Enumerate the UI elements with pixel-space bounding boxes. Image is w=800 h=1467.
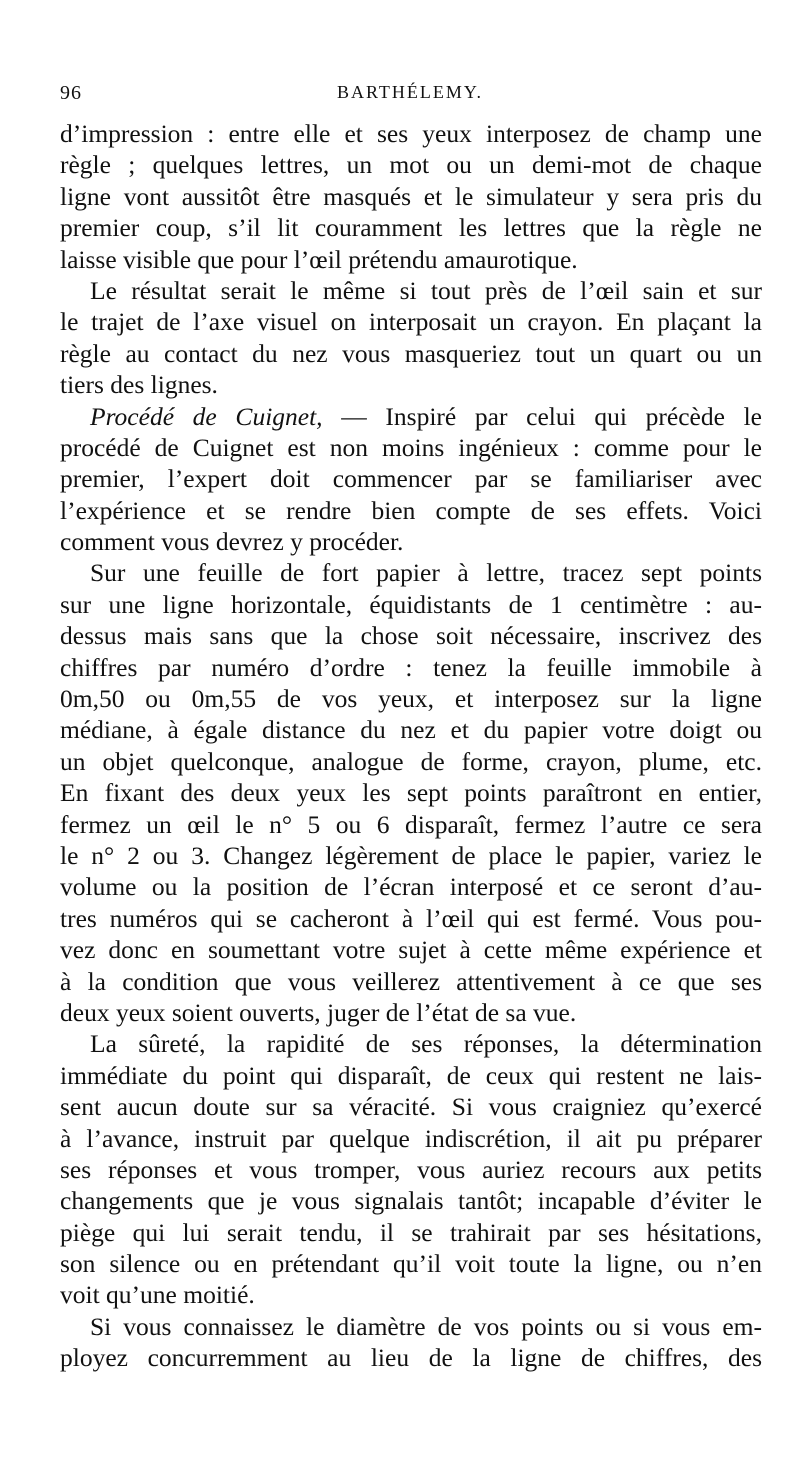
text-line: tiers des lignes. [60,370,218,400]
text-line: règle au contact du nez vous masqueriez tout un quart ou un [60,338,762,368]
text-line: premier coup, s’il lit couramment les lettres que la règle ne [60,213,762,243]
section-title: Procédé de Cuignet, [90,401,323,431]
text-line [60,401,762,432]
text-line: Si vous connaissez le diamètre de vos points ou si vous em- [90,1311,762,1341]
text-line: Le résultat serait le même si tout près de l’œil sain et sur [90,275,762,305]
text-line: Sur une feuille de fort papier à lettre, tracez sept points [90,558,762,588]
text-line: à l’avance, instruit par quelque indiscrétion, il ait pu préparer [60,1123,762,1153]
text-line: son silence ou en prétendant qu’il voit toute la ligne, ou n’en [60,1249,762,1279]
body-text [60,118,762,1374]
text-line: le n° 2 ou 3. Changez légèrement de place le papier, variez le [60,840,762,870]
running-head: BARTHÉLEMY. [336,82,484,102]
text-line: dessus mais sans que la chose soit nécessaire, inscrivez des [60,621,762,651]
text-line: deux yeux soient ouverts, juger de l’état de sa vue. [60,997,577,1027]
text-line: immédiate du point qui disparaît, de ceux qui restent ne lais- [60,1060,762,1090]
text-line: vez donc en soumettant votre sujet à cette même expérience et [60,935,762,965]
text-line: comment vous devrez y procéder. [60,527,404,557]
text-line: médiane, à égale distance du nez et du papier votre doigt ou [60,715,762,745]
text-line: procédé de Cuignet est non moins ingénieux : comme pour le [60,432,762,462]
text-line: voit qu’une moitié. [60,1280,255,1310]
text-line: 0m,50 ou 0m,55 de vos yeux, et interposez sur la ligne [60,684,762,714]
page-header [60,82,760,112]
text-line: à la condition que vous veillerez attentivement à ce que ses [60,966,762,996]
text-line: changements que je vous signalais tantôt; incapable d’éviter le [60,1186,762,1216]
text-line: tres numéros qui se cacheront à l’œil qui est fermé. Vous pou- [60,903,762,933]
text-line: le trajet de l’axe visuel on interposait un crayon. En plaçant la [60,307,762,337]
text-line: fermez un œil le n° 5 ou 6 disparaît, fermez l’autre ce sera [60,809,762,839]
text-line: ployez concurremment au lieu de la ligne de chiffres, des [60,1343,762,1373]
text-line: sent aucun doute sur sa véracité. Si vous craigniez qu’exercé [60,1092,762,1122]
text-line: volume ou la position de l’écran interposé et ce seront d’au- [60,872,762,902]
text-line: règle ; quelques lettres, un mot ou un demi-mot de chaque [60,150,762,180]
text-line: l’expérience et se rendre bien compte de ses effets. Voici [60,495,762,525]
text-line: d’impression : entre elle et ses yeux interposez de champ une [60,119,762,148]
page-number: 96 [60,82,82,104]
text-line: La sûreté, la rapidité de ses réponses, la détermination [90,1029,762,1059]
text-fragment: — Inspiré par celui qui précède le [341,401,762,431]
text-line: piège qui lui serait tendu, il se trahirait par ses hésitations, [60,1217,762,1247]
text-line: ses réponses et vous tromper, vous auriez recours aux petits [60,1154,762,1184]
text-line: premier, l’expert doit commencer par se familiariser avec [60,464,762,494]
text-line: laisse visible que pour l’œil prétendu amaurotique. [60,244,578,274]
text-line: ligne vont aussitôt être masqués et le simulateur y sera pris du [60,181,762,211]
text-line: un objet quelconque, analogue de forme, crayon, plume, etc. [60,746,762,776]
text-line: sur une ligne horizontale, équidistants de 1 centimètre : au- [60,589,762,619]
text-line: chiffres par numéro d’ordre : tenez la feuille immobile à [60,652,762,682]
text-line: En fixant des deux yeux les sept points paraîtront en entier, [60,778,762,808]
